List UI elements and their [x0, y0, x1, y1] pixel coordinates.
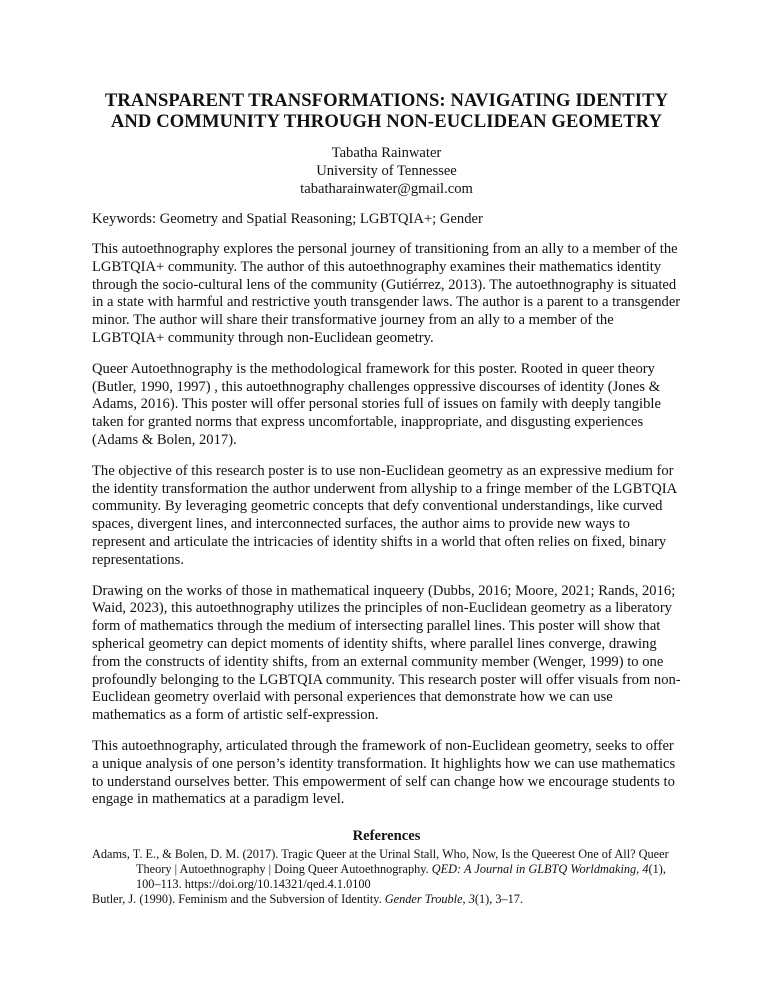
references-list — [92, 847, 681, 907]
reference-text: Adams, T. E., & Bolen, D. M. (2017). Tragic Queer at the Urinal Stall, Who, Now, Is the Queerest One of All? Queer Theory | Autoethnography | Doing Queer Autoethnography. — [92, 847, 669, 877]
author-name: Tabatha Rainwater — [331, 145, 442, 161]
reference-item — [92, 892, 681, 907]
keywords: Keywords: Geometry and Spatial Reasoning; LGBTQIA+; Gender — [92, 211, 483, 227]
reference-item — [92, 847, 681, 892]
author-block — [92, 144, 681, 198]
author-email: tabatharainwater@gmail.com — [300, 181, 473, 197]
reference-volume: 3 — [468, 892, 475, 907]
paragraph-3: The objective of this research poster is to use non-Euclidean geometry as an expressive medium for the identity transformation the author underwent from allyship to a fringe member of the LGBTQIA community. By leveraging geometric concepts that defy conventional understandings, like curved spaces, divergent lines, and interconnected surfaces, the author aims to provide new ways to represent and articulate the intricacies of identity shifts in a world that often relies on fixed, binary representations. — [92, 462, 677, 568]
paper-title: TRANSPARENT TRANSFORMATIONS: NAVIGATING IDENTITY AND COMMUNITY THROUGH NON-EUCLIDEAN GEOMETRY — [104, 90, 669, 132]
reference-journal: Gender Trouble — [384, 892, 463, 907]
reference-text: Butler, J. (1990). Feminism and the Subversion of Identity. — [92, 892, 385, 907]
author-affiliation: University of Tennessee — [316, 163, 457, 179]
reference-separator: , — [462, 892, 469, 907]
references-heading: References — [352, 828, 421, 845]
abstract-body — [92, 241, 681, 809]
paragraph-1: This autoethnography explores the personal journey of transitioning from an ally to a member of the LGBTQIA+ community. The author of this autoethnography examines their mathematics identity through the socio-cultural lens of the community (Gutiérrez, 2013). The autoethnography is situated in a state with harmful and restrictive youth transgender laws. The author is a parent to a transgender minor. The author will share their transformative journey from an ally to a member of the LGBTQIA+ community through non-Euclidean geometry. — [92, 241, 681, 346]
reference-pages: (1), 100–113. https://doi.org/10.14321/qed.4.1.0100 — [136, 862, 666, 892]
reference-journal: QED: A Journal in GLBTQ Worldmaking — [431, 862, 637, 877]
paragraph-2: Queer Autoethnography is the methodological framework for this poster. Rooted in queer theory (Butler, 1990, 1997) , this autoethnography challenges oppressive discourses of identity (Jones & Adams, 2016). This poster will offer personal stories full of issues on family with deeply tangible taken for granted norms that express uncomfortable, inappropriate, and disgusting experiences (Adams & Bolen, 2017). — [92, 360, 661, 448]
paragraph-4: Drawing on the works of those in mathematical inqueery (Dubbs, 2016; Moore, 2021; Rands, 2016; Waid, 2023), this autoethnography utilizes the principles of non-Euclidean geometry as a liberatory form of mathematics through the medium of intersecting parallel lines. This poster will show that spherical geometry can depict moments of identity shifts, where parallel lines converge, drawing from the constructs of identity shifts, from an external community member (Wenger, 1999) to one profoundly belonging to the LGBTQIA community. This research poster will offer visuals from non-Euclidean geometry overlaid with personal experiences that demonstrate how we can use mathematics as a form of artistic self-expression. — [92, 582, 681, 724]
reference-separator: , — [636, 862, 643, 877]
reference-pages: (1), 3–17. — [474, 892, 524, 907]
reference-volume: 4 — [642, 862, 649, 877]
paragraph-5: This autoethnography, articulated through the framework of non-Euclidean geometry, seeks to offer a unique analysis of one person’s identity transformation. It highlights how we can use mathematics to understand ourselves better. This empowerment of self can change how we encourage students to engage in mathematics at a paradigm level. — [92, 737, 676, 808]
